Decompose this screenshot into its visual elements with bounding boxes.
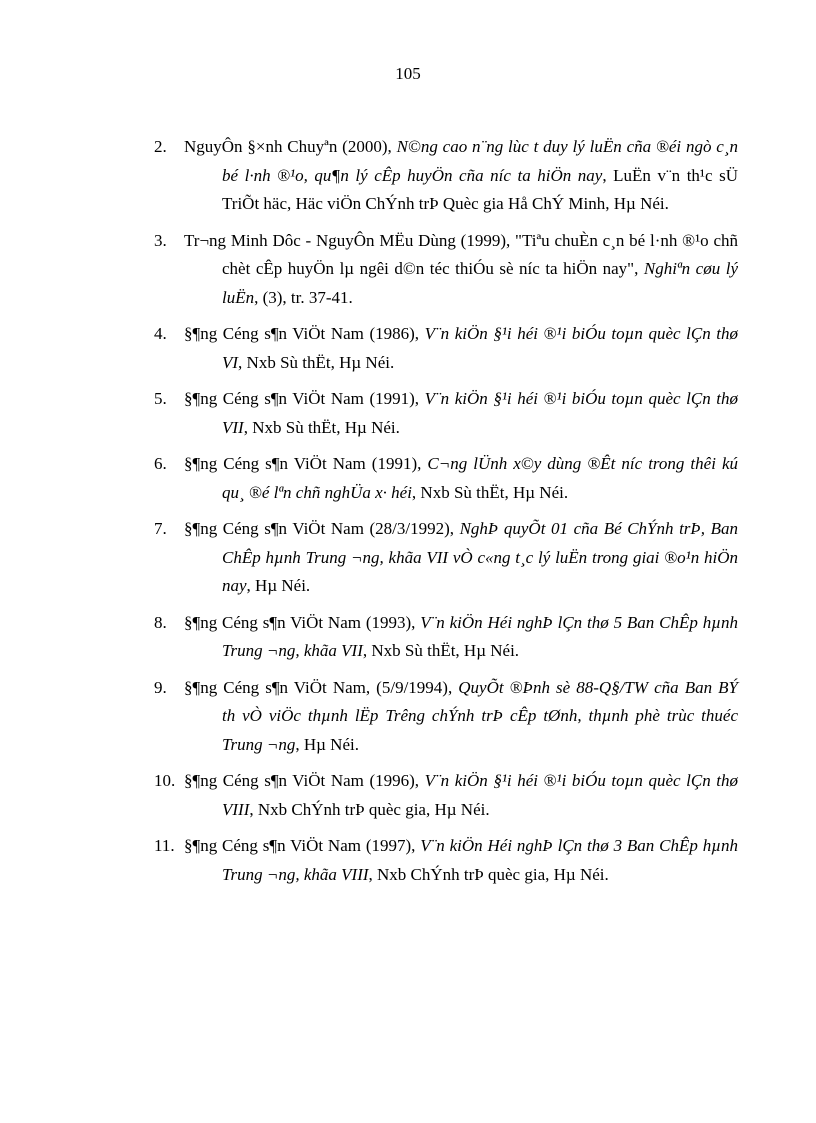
reference-list <box>154 133 738 897</box>
reference-authors: §¶ng Céng s¶n ViÖt Nam (28/3/1992), <box>184 519 455 538</box>
reference-authors: §¶ng Céng s¶n ViÖt Nam (1993), <box>184 612 416 632</box>
reference-title: V¨n kiÖn §¹i héi ®¹i biÓu toµn quèc lÇn thø VI <box>222 324 739 372</box>
reference-title: C¬ng lÜnh x©y dùng ®Êt níc trong thêi kú qu¸ ®é lªn chñ nghÜa x· héi <box>222 454 738 502</box>
reference-publisher: , Hµ Néi. <box>295 734 359 754</box>
reference-authors: §¶ng Céng s¶n ViÖt Nam (1991), <box>184 389 420 408</box>
reference-item <box>154 609 738 666</box>
reference-authors: Tr¬ng Minh Dôc - NguyÔn MËu Dùng (1999), "Tiªu chuÈn c¸n bé l·nh ®¹o chñ chèt cÊp huyÖn lµ ngêi d©n téc thiÓu sè níc ta hiÖn nay", <box>184 230 738 278</box>
reference-authors: NguyÔn §×nh Chuyªn (2000), <box>184 137 392 156</box>
reference-number: 8. <box>154 612 167 632</box>
reference-item <box>154 450 738 507</box>
reference-title: V¨n kiÖn Héi nghÞ lÇn thø 5 Ban ChÊp hµnh Trung ¬ng, khãa VII <box>222 612 738 660</box>
reference-title: V¨n kiÖn Héi nghÞ lÇn thø 3 Ban ChÊp hµnh Trung ¬ng, khãa VIII <box>222 836 738 884</box>
reference-item <box>154 832 738 889</box>
reference-number: 9. <box>154 677 167 697</box>
reference-publisher: , Nxb ChÝnh trÞ quèc gia, Hµ Néi. <box>368 864 609 884</box>
reference-title: Nghiªn cøu lý luËn <box>222 259 738 307</box>
reference-publisher: , Hµ Néi. <box>246 576 311 595</box>
reference-number: 5. <box>154 389 167 408</box>
reference-number: 2. <box>154 137 167 156</box>
reference-number: 10. <box>154 771 176 790</box>
reference-authors: §¶ng Céng s¶n ViÖt Nam (1997), <box>184 836 416 855</box>
page-number: 105 <box>395 64 421 83</box>
reference-publisher: , LuËn v¨n th¹c sÜ TriÕt häc, Häc viÖn ChÝnh trÞ Quèc gia Hå ChÝ Minh, Hµ Néi. <box>222 165 739 213</box>
reference-title: N©ng cao n¨ng lùc t duy lý luËn cña ®éi ngò c¸n bé l·nh ®¹o, qu¶n lý cÊp huyÖn cña níc ta hiÖn nay <box>222 137 739 185</box>
reference-number: 4. <box>154 324 167 343</box>
reference-item <box>154 515 738 601</box>
reference-publisher: , Nxb Sù thËt, Hµ Néi. <box>411 482 569 502</box>
reference-publisher: , Nxb Sù thËt, Hµ Néi. <box>238 352 395 372</box>
reference-authors: §¶ng Céng s¶n ViÖt Nam, (5/9/1994), <box>184 677 453 697</box>
reference-item <box>154 767 738 824</box>
reference-title: V¨n kiÖn §¹i héi ®¹i biÓu toµn quèc lÇn thø VII <box>222 389 739 437</box>
reference-publisher: , Nxb Sù thËt, Hµ Néi. <box>243 417 400 437</box>
reference-title: NghÞ quyÕt 01 cña Bé ChÝnh trÞ, Ban ChÊp hµnh Trung ¬ng, khãa VII vÒ c«ng t¸c lý luËn trong giai ®o¹n hiÖn nay <box>222 519 738 595</box>
reference-publisher: , (3), tr. 37-41. <box>254 287 353 307</box>
reference-item <box>154 133 738 219</box>
reference-number: 7. <box>154 519 167 538</box>
reference-item <box>154 674 738 760</box>
reference-authors: §¶ng Céng s¶n ViÖt Nam (1991), <box>184 454 422 473</box>
reference-item <box>154 227 738 313</box>
reference-title: QuyÕt ®Þnh sè 88-Q§/TW cña Ban BÝ th vÒ viÖc thµnh lËp Trêng chÝnh trÞ cÊp tØnh, thµnh phè trùc thuéc Trung ¬ng <box>222 677 738 754</box>
reference-number: 11. <box>154 836 175 855</box>
reference-number: 3. <box>154 230 167 250</box>
reference-publisher: , Nxb ChÝnh trÞ quèc gia, Hµ Néi. <box>249 799 490 819</box>
reference-publisher: , Nxb Sù thËt, Hµ Néi. <box>362 641 520 660</box>
reference-authors: §¶ng Céng s¶n ViÖt Nam (1996), <box>184 771 420 790</box>
reference-authors: §¶ng Céng s¶n ViÖt Nam (1986), <box>184 324 420 343</box>
reference-number: 6. <box>154 454 167 473</box>
reference-item <box>154 320 738 377</box>
reference-item <box>154 385 738 442</box>
reference-title: V¨n kiÖn §¹i héi ®¹i biÓu toµn quèc lÇn thø VIII <box>222 771 739 819</box>
